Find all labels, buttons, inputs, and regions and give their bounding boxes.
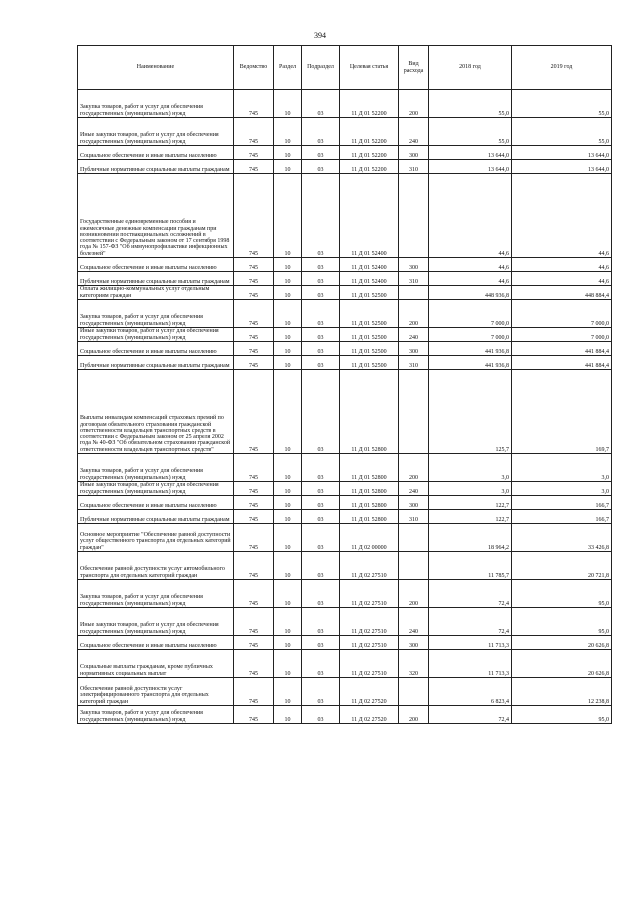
cell-subsection: 03: [302, 524, 340, 552]
cell-target: 11 Д 01 52500: [340, 356, 399, 370]
cell-2019: 44,6: [512, 272, 612, 286]
cell-target: 11 Д 01 52800: [340, 496, 399, 510]
cell-subsection: 03: [302, 482, 340, 496]
cell-subsection: 03: [302, 356, 340, 370]
cell-name: Закупка товаров, работ и услуг для обеспечения государственных (муниципальных) нужд: [78, 300, 234, 328]
cell-section: 10: [274, 90, 302, 118]
cell-expense: 240: [399, 608, 429, 636]
table-row: [78, 496, 612, 510]
cell-2018: 441 936,8: [429, 342, 512, 356]
cell-section: 10: [274, 678, 302, 706]
cell-dept: 745: [234, 328, 274, 342]
cell-target: 11 Д 01 52200: [340, 146, 399, 160]
cell-expense: 200: [399, 90, 429, 118]
cell-2019: 20 721,8: [512, 552, 612, 580]
table-row: [78, 706, 612, 724]
cell-section: 10: [274, 636, 302, 650]
cell-name: Закупка товаров, работ и услуг для обеспечения государственных (муниципальных) нужд: [78, 454, 234, 482]
cell-dept: 745: [234, 706, 274, 724]
cell-target: 11 Д 01 52800: [340, 454, 399, 482]
cell-subsection: 03: [302, 118, 340, 146]
cell-section: 10: [274, 342, 302, 356]
cell-expense: 240: [399, 118, 429, 146]
cell-expense: 310: [399, 356, 429, 370]
table-row: [78, 272, 612, 286]
cell-expense: 200: [399, 454, 429, 482]
cell-dept: 745: [234, 272, 274, 286]
table-row: [78, 552, 612, 580]
cell-name: Иные закупки товаров, работ и услуг для обеспечения государственных (муниципальных) нужд: [78, 118, 234, 146]
cell-2019: 3,0: [512, 482, 612, 496]
cell-dept: 745: [234, 258, 274, 272]
cell-2018: 55,0: [429, 90, 512, 118]
cell-expense: [399, 370, 429, 454]
cell-section: 10: [274, 286, 302, 300]
cell-2019: 55,0: [512, 90, 612, 118]
cell-subsection: 03: [302, 580, 340, 608]
cell-2018: 44,6: [429, 272, 512, 286]
cell-name: Социальное обеспечение и иные выплаты населению: [78, 342, 234, 356]
cell-section: 10: [274, 370, 302, 454]
cell-subsection: 03: [302, 608, 340, 636]
cell-name: Социальные выплаты гражданам, кроме публичных нормативных социальных выплат: [78, 650, 234, 678]
cell-name: Социальное обеспечение и иные выплаты населению: [78, 258, 234, 272]
cell-subsection: 03: [302, 636, 340, 650]
cell-expense: 300: [399, 342, 429, 356]
cell-2018: 125,7: [429, 370, 512, 454]
cell-expense: [399, 524, 429, 552]
cell-name: Публичные нормативные социальные выплаты гражданам: [78, 510, 234, 524]
cell-expense: [399, 678, 429, 706]
table-row: [78, 356, 612, 370]
cell-2019: 95,0: [512, 608, 612, 636]
cell-target: 11 Д 02 27520: [340, 678, 399, 706]
cell-dept: 745: [234, 286, 274, 300]
cell-target: 11 Д 01 52400: [340, 174, 399, 258]
cell-section: 10: [274, 160, 302, 174]
cell-expense: 240: [399, 328, 429, 342]
cell-section: 10: [274, 580, 302, 608]
cell-section: 10: [274, 706, 302, 724]
cell-2018: 55,0: [429, 118, 512, 146]
header-subsection: Подраздел: [302, 46, 340, 90]
header-section: Раздел: [274, 46, 302, 90]
cell-expense: 310: [399, 160, 429, 174]
table-row: [78, 118, 612, 146]
cell-subsection: 03: [302, 90, 340, 118]
cell-section: 10: [274, 496, 302, 510]
cell-name: Публичные нормативные социальные выплаты гражданам: [78, 356, 234, 370]
cell-expense: [399, 174, 429, 258]
cell-2018: 441 936,8: [429, 356, 512, 370]
cell-target: 11 Д 02 27510: [340, 552, 399, 580]
cell-target: 11 Д 01 52500: [340, 342, 399, 356]
cell-2018: 13 644,0: [429, 160, 512, 174]
cell-name: Иные закупки товаров, работ и услуг для обеспечения государственных (муниципальных) нужд: [78, 482, 234, 496]
cell-name: Закупка товаров, работ и услуг для обеспечения государственных (муниципальных) нужд: [78, 706, 234, 724]
cell-dept: 745: [234, 678, 274, 706]
cell-section: 10: [274, 272, 302, 286]
cell-section: 10: [274, 650, 302, 678]
cell-section: 10: [274, 328, 302, 342]
table-row: [78, 328, 612, 342]
cell-name: Иные закупки товаров, работ и услуг для обеспечения государственных (муниципальных) нужд: [78, 608, 234, 636]
cell-expense: 300: [399, 496, 429, 510]
cell-section: 10: [274, 258, 302, 272]
cell-subsection: 03: [302, 272, 340, 286]
cell-expense: 200: [399, 580, 429, 608]
table-row: [78, 160, 612, 174]
cell-expense: 200: [399, 706, 429, 724]
cell-dept: 745: [234, 650, 274, 678]
cell-name: Обеспечение равной доступности услуг электрифицированного транспорта для отдельных категорий граждан: [78, 678, 234, 706]
header-expense: Вид расхода: [399, 46, 429, 90]
header-target: Целевая статья: [340, 46, 399, 90]
cell-2019: 448 884,4: [512, 286, 612, 300]
cell-subsection: 03: [302, 328, 340, 342]
cell-dept: 745: [234, 118, 274, 146]
cell-section: 10: [274, 454, 302, 482]
cell-name: Закупка товаров, работ и услуг для обеспечения государственных (муниципальных) нужд: [78, 90, 234, 118]
cell-2019: 166,7: [512, 510, 612, 524]
cell-section: 10: [274, 482, 302, 496]
table-row: [78, 300, 612, 328]
cell-target: 11 Д 02 27510: [340, 650, 399, 678]
table-row: [78, 608, 612, 636]
table-row: [78, 146, 612, 160]
cell-target: 11 Д 02 00000: [340, 524, 399, 552]
cell-2019: 13 644,0: [512, 146, 612, 160]
cell-name: Основное мероприятие "Обеспечение равной доступности услуг общественного транспорта для отдельных категорий граждан": [78, 524, 234, 552]
cell-dept: 745: [234, 510, 274, 524]
cell-target: 11 Д 02 27510: [340, 636, 399, 650]
cell-dept: 745: [234, 552, 274, 580]
cell-section: 10: [274, 300, 302, 328]
cell-section: 10: [274, 146, 302, 160]
cell-target: 11 Д 01 52200: [340, 118, 399, 146]
cell-subsection: 03: [302, 174, 340, 258]
cell-dept: 745: [234, 90, 274, 118]
cell-target: 11 Д 01 52200: [340, 90, 399, 118]
cell-dept: 745: [234, 454, 274, 482]
cell-subsection: 03: [302, 678, 340, 706]
cell-name: Государственные единовременные пособия и ежемесячные денежные компенсации гражданам при возникновении поствакцинальных осложнений в соответствии с Федеральным законом от 17 сентября 1998 года № 157-ФЗ "Об иммунопрофилактике инфекционных болезней": [78, 174, 234, 258]
cell-dept: 745: [234, 174, 274, 258]
cell-target: 11 Д 01 52800: [340, 370, 399, 454]
cell-section: 10: [274, 608, 302, 636]
cell-2018: 72,4: [429, 580, 512, 608]
table-row: [78, 90, 612, 118]
table-row: [78, 678, 612, 706]
cell-section: 10: [274, 524, 302, 552]
cell-target: 11 Д 01 52200: [340, 160, 399, 174]
cell-2018: 11 713,3: [429, 650, 512, 678]
cell-2019: 166,7: [512, 496, 612, 510]
cell-2019: 3,0: [512, 454, 612, 482]
cell-2018: 72,4: [429, 706, 512, 724]
cell-section: 10: [274, 174, 302, 258]
cell-2018: 44,6: [429, 258, 512, 272]
cell-expense: [399, 552, 429, 580]
cell-target: 11 Д 01 52500: [340, 286, 399, 300]
cell-subsection: 03: [302, 160, 340, 174]
cell-2018: 3,0: [429, 482, 512, 496]
header-2018: 2018 год: [429, 46, 512, 90]
cell-dept: 745: [234, 160, 274, 174]
cell-2019: 20 626,8: [512, 636, 612, 650]
cell-2018: 122,7: [429, 496, 512, 510]
cell-name: Обеспечение равной доступности услуг автомобильного транспорта для отдельных категорий граждан: [78, 552, 234, 580]
table-row: [78, 370, 612, 454]
cell-subsection: 03: [302, 706, 340, 724]
cell-dept: 745: [234, 636, 274, 650]
cell-section: 10: [274, 510, 302, 524]
cell-2019: 95,0: [512, 580, 612, 608]
cell-2019: 20 626,8: [512, 650, 612, 678]
cell-2018: 7 000,0: [429, 328, 512, 342]
cell-2019: 169,7: [512, 370, 612, 454]
cell-subsection: 03: [302, 496, 340, 510]
cell-name: Выплаты инвалидам компенсаций страховых премий по договорам обязательного страхования гражданской ответственности владельцев транспортных средств в соответствии с Федеральным законом от 25 апреля 2002 года № 40-ФЗ "Об обязательном страховании гражданской ответственности владельцев транспортных средств": [78, 370, 234, 454]
cell-2018: 11 785,7: [429, 552, 512, 580]
cell-target: 11 Д 02 27520: [340, 706, 399, 724]
cell-target: 11 Д 01 52400: [340, 272, 399, 286]
cell-2018: 18 964,2: [429, 524, 512, 552]
cell-2019: 33 426,8: [512, 524, 612, 552]
cell-subsection: 03: [302, 510, 340, 524]
cell-expense: 200: [399, 300, 429, 328]
cell-subsection: 03: [302, 342, 340, 356]
cell-2019: 441 884,4: [512, 356, 612, 370]
cell-section: 10: [274, 118, 302, 146]
cell-2018: 44,6: [429, 174, 512, 258]
cell-2019: 12 238,8: [512, 678, 612, 706]
cell-name: Иные закупки товаров, работ и услуг для обеспечения государственных (муниципальных) нужд: [78, 328, 234, 342]
cell-subsection: 03: [302, 146, 340, 160]
table-row: [78, 636, 612, 650]
cell-subsection: 03: [302, 286, 340, 300]
cell-name: Социальное обеспечение и иные выплаты населению: [78, 146, 234, 160]
cell-expense: 320: [399, 650, 429, 678]
cell-dept: 745: [234, 300, 274, 328]
table-row: [78, 510, 612, 524]
cell-2018: 7 000,0: [429, 300, 512, 328]
cell-2018: 6 823,4: [429, 678, 512, 706]
cell-2018: 122,7: [429, 510, 512, 524]
cell-target: 11 Д 01 52400: [340, 258, 399, 272]
cell-target: 11 Д 01 52800: [340, 510, 399, 524]
cell-subsection: 03: [302, 300, 340, 328]
cell-name: Оплата жилищно-коммунальных услуг отдельным категориям граждан: [78, 286, 234, 300]
cell-dept: 745: [234, 342, 274, 356]
page-number: 394: [314, 31, 326, 40]
cell-2019: 55,0: [512, 118, 612, 146]
header-2019: 2019 год: [512, 46, 612, 90]
cell-expense: 240: [399, 482, 429, 496]
cell-target: 11 Д 01 52800: [340, 482, 399, 496]
cell-2018: 11 713,3: [429, 636, 512, 650]
cell-target: 11 Д 02 27510: [340, 608, 399, 636]
table-row: [78, 174, 612, 258]
cell-dept: 745: [234, 482, 274, 496]
cell-2019: 44,6: [512, 258, 612, 272]
cell-2019: 44,6: [512, 174, 612, 258]
table-row: [78, 454, 612, 482]
table-row: [78, 286, 612, 300]
cell-2019: 7 000,0: [512, 300, 612, 328]
cell-expense: 310: [399, 272, 429, 286]
cell-dept: 745: [234, 370, 274, 454]
cell-dept: 745: [234, 580, 274, 608]
cell-expense: 300: [399, 258, 429, 272]
cell-expense: [399, 286, 429, 300]
header-dept: Ведомство: [234, 46, 274, 90]
table-row: [78, 580, 612, 608]
cell-2018: 3,0: [429, 454, 512, 482]
cell-name: Социальное обеспечение и иные выплаты населению: [78, 496, 234, 510]
cell-subsection: 03: [302, 552, 340, 580]
table-row: [78, 342, 612, 356]
cell-expense: 300: [399, 146, 429, 160]
table-row: [78, 650, 612, 678]
cell-dept: 745: [234, 146, 274, 160]
cell-target: 11 Д 02 27510: [340, 580, 399, 608]
cell-dept: 745: [234, 524, 274, 552]
cell-name: Публичные нормативные социальные выплаты гражданам: [78, 160, 234, 174]
cell-2018: 13 644,0: [429, 146, 512, 160]
cell-subsection: 03: [302, 454, 340, 482]
cell-2019: 7 000,0: [512, 328, 612, 342]
table-header-row: [78, 46, 612, 90]
cell-2019: 13 644,0: [512, 160, 612, 174]
cell-target: 11 Д 01 52500: [340, 328, 399, 342]
cell-2019: 441 884,4: [512, 342, 612, 356]
cell-name: Закупка товаров, работ и услуг для обеспечения государственных (муниципальных) нужд: [78, 580, 234, 608]
cell-dept: 745: [234, 356, 274, 370]
cell-2019: 95,0: [512, 706, 612, 724]
cell-section: 10: [274, 552, 302, 580]
cell-expense: 310: [399, 510, 429, 524]
cell-target: 11 Д 01 52500: [340, 300, 399, 328]
cell-subsection: 03: [302, 650, 340, 678]
cell-dept: 745: [234, 496, 274, 510]
cell-name: Социальное обеспечение и иные выплаты населению: [78, 636, 234, 650]
cell-expense: 300: [399, 636, 429, 650]
table-row: [78, 482, 612, 496]
table-row: [78, 258, 612, 272]
cell-section: 10: [274, 356, 302, 370]
cell-dept: 745: [234, 608, 274, 636]
cell-name: Публичные нормативные социальные выплаты гражданам: [78, 272, 234, 286]
cell-2018: 448 936,8: [429, 286, 512, 300]
table-row: [78, 524, 612, 552]
header-name: Наименование: [78, 46, 234, 90]
cell-2018: 72,4: [429, 608, 512, 636]
cell-subsection: 03: [302, 370, 340, 454]
cell-subsection: 03: [302, 258, 340, 272]
budget-table: [77, 45, 612, 724]
